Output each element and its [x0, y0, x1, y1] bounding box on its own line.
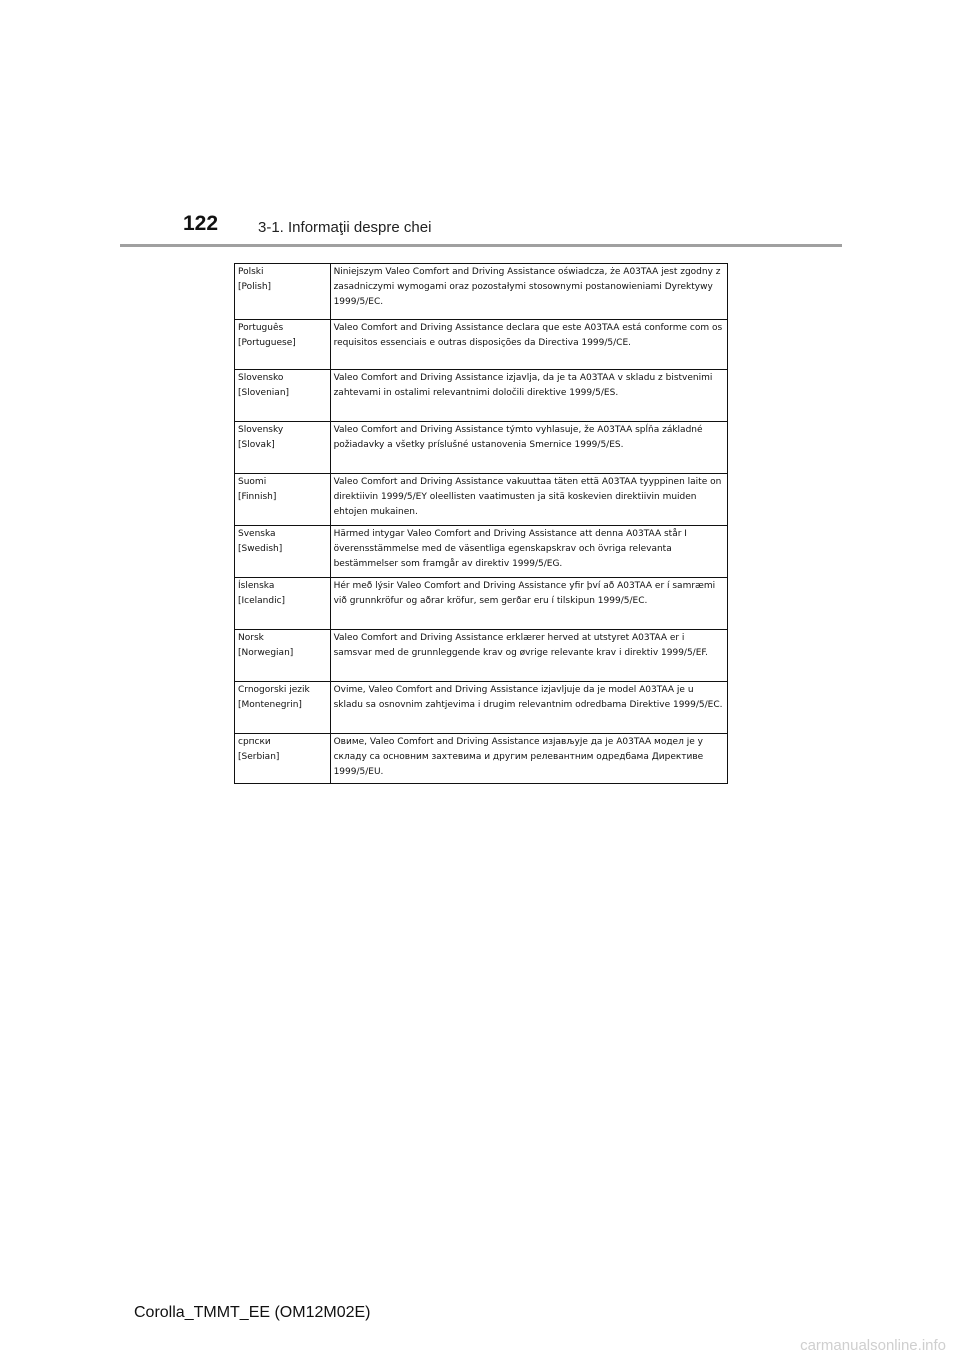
declaration-text [330, 630, 727, 682]
declaration-text-content: Valeo Comfort and Driving Assistance týmto vyhlasuje, že A03TAA spĺňa základné požiadavky a všetky príslušné ustanovenia Smernice 1999/5/ES. [333, 425, 703, 450]
language-english: [Slovenian] [238, 388, 290, 398]
table-row [235, 734, 728, 784]
language-name: Crnogorski jezik [238, 685, 310, 695]
table-row [235, 474, 728, 526]
section-title: 3-1. Informaţii despre chei [258, 219, 432, 236]
declaration-text [330, 320, 727, 370]
declarations-table [234, 263, 728, 784]
language-cell [235, 422, 331, 474]
declaration-text-content: Härmed intygar Valeo Comfort and Driving Assistance att denna A03TAA står I överensstämmelse med de väsentliga egenskapskrav och övriga relevanta bestämmelser som framgår av direktiv 1999/5/EG. [333, 529, 687, 569]
language-name: Slovensko [238, 373, 284, 383]
declaration-text-content: Овиме, Valeo Comfort and Driving Assistance изјављује да је A03TAA модел је у складу са основним захтевима и другим релевантним одредбама Директиве 1999/5/EU. [333, 737, 704, 777]
language-cell [235, 734, 331, 784]
language-english: [Icelandic] [238, 596, 286, 606]
table-row [235, 320, 728, 370]
language-english: [Portuguese] [238, 338, 296, 348]
declaration-text-content: Valeo Comfort and Driving Assistance erklærer herved at utstyret A03TAA er i samsvar med de grunnleggende krav og øvrige relevante krav i direktiv 1999/5/EF. [333, 633, 708, 658]
language-english: [Polish] [238, 282, 272, 292]
language-cell [235, 320, 331, 370]
language-english: [Slovak] [238, 440, 275, 450]
table-row [235, 682, 728, 734]
language-english: [Finnish] [238, 492, 277, 502]
language-name: Polski [238, 267, 264, 277]
declaration-text [330, 682, 727, 734]
header-rule [120, 244, 842, 247]
language-name: Suomi [238, 477, 267, 487]
declaration-text-content: Niniejszym Valeo Comfort and Driving Assistance oświadcza, że A03TAA jest zgodny z zasadniczymi wymogami oraz pozostałymi stosownymi postanowieniami Dyrektywy 1999/5/EC. [333, 267, 721, 307]
language-cell [235, 370, 331, 422]
document-code: Corolla_TMMT_EE (OM12M02E) [134, 1304, 371, 1321]
table-row [235, 422, 728, 474]
page-header [0, 0, 960, 250]
declaration-text-content: Hér með lýsir Valeo Comfort and Driving Assistance yfir því að A03TAA er í samræmi við grunnkröfur og aðrar kröfur, sem gerðar eru í tilskipun 1999/5/EC. [333, 581, 716, 606]
declaration-text [330, 578, 727, 630]
language-name: Svenska [238, 529, 276, 539]
language-name: српски [238, 737, 271, 747]
declaration-text [330, 526, 727, 578]
language-cell [235, 526, 331, 578]
table-row [235, 370, 728, 422]
language-english: [Montenegrin] [238, 700, 302, 710]
language-name: Íslenska [238, 581, 275, 591]
declaration-text-content: Ovime, Valeo Comfort and Driving Assistance izjavljuje da je model A03TAA je u skladu sa osnovnim zahtjevima i drugim relevantnim odredbama Direktive 1999/5/EC. [333, 685, 723, 710]
table-row [235, 578, 728, 630]
table-row [235, 526, 728, 578]
table-row [235, 264, 728, 320]
language-cell [235, 474, 331, 526]
declaration-text [330, 370, 727, 422]
table-row [235, 630, 728, 682]
declaration-text-content: Valeo Comfort and Driving Assistance declara que este A03TAA está conforme com os requisitos essenciais e outras disposições da Directiva 1999/5/CE. [333, 323, 723, 348]
declaration-text-content: Valeo Comfort and Driving Assistance izjavlja, da je ta A03TAA v skladu z bistvenimi zahtevami in ostalimi relevantnimi določili direktive 1999/5/ES. [333, 373, 713, 398]
declaration-text [330, 264, 727, 320]
language-english: [Norwegian] [238, 648, 294, 658]
language-name: Slovensky [238, 425, 284, 435]
declaration-text-content: Valeo Comfort and Driving Assistance vakuuttaa täten että A03TAA tyyppinen laite on direktiivin 1999/5/EY oleellisten vaatimusten ja sitä koskevien direktiivin muiden ehtojen mukainen. [333, 477, 722, 517]
language-name: Português [238, 323, 284, 333]
language-english: [Swedish] [238, 544, 283, 554]
declaration-text [330, 474, 727, 526]
language-cell [235, 682, 331, 734]
language-name: Norsk [238, 633, 264, 643]
declaration-text [330, 422, 727, 474]
declaration-text [330, 734, 727, 784]
language-cell [235, 578, 331, 630]
language-cell [235, 630, 331, 682]
page-number: 122 [183, 212, 219, 235]
watermark-text: carmanualsonline.info [800, 1337, 946, 1354]
language-cell [235, 264, 331, 320]
language-english: [Serbian] [238, 752, 280, 762]
